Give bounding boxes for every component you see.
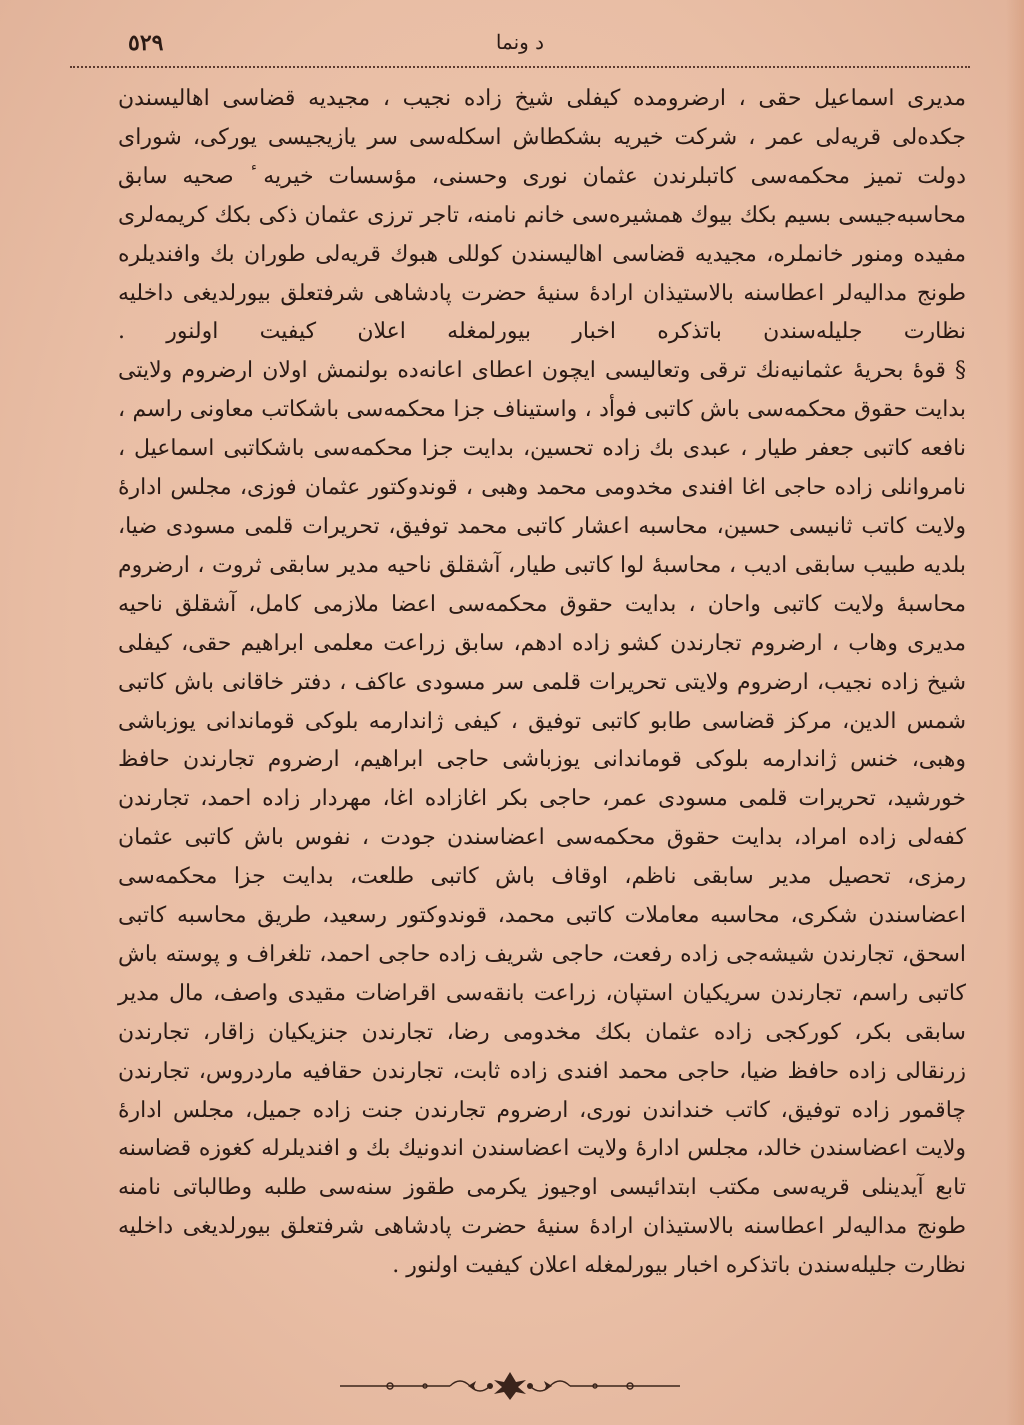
running-head: د ونما [495,30,545,54]
page-number: ٥٢٩ [128,30,164,56]
page-header [70,30,978,66]
page-edge-shadow [1006,0,1024,1425]
paragraph-award-notice-1: مديرى اسماعيل حقى ، ارضرومده كيفلى شيخ زاده نجيب ، مجيديه قضاسى اهاليسندن جكده‌لى قريه‌لى عمر ، شركت خيريه بشكطاش اسكله‌سى سر يازيجيسى يوركى، شوراى دولت تميز محكمه‌سى كاتبلرندن عثمان نورى وحسنى، مؤسسات خيريه ٔ صحيه سابق محاسبه‌جيسى بسيم بكك بيوك همشيره‌سى خانم نامنه، تاجر ترزى عثمان ذكى بكك كريمه‌لرى مفيده ومنور خانملره، مجيديه قضاسى اهاليسندن كوللى هبوك قريه‌لى طوران بك وافنديلره طونج مداليه‌لر اعطاسنه بالاستيذان ارادهٔ سنيهٔ حضرت پادشاهى شرفتعلق بيورلديغى داخليه نظارت جليله‌سندن باتذكره اخبار بيورلمغله اعلان كيفيت اولنور . [118,86,966,345]
floral-ornament-icon [330,1368,690,1402]
header-divider [70,66,970,68]
gazette-body [118,80,966,1286]
paragraph-award-notice-2: § قوهٔ بحريهٔ عثمانيه‌نك ترقى وتعاليسى ايچون اعطاى اعانه‌ده بولنمش اولان ارضروم ولايتى بدايت حقوق محكمه‌سى باش كاتبى فوأد ، واستيناف جزا محكمه‌سى باشكاتب معاونى راسم ، نافعه كاتبى جعفر طيار ، عبدى بك زاده تحسين، بدايت جزا محكمه‌سى باشكاتبى اسماعيل ، نامروانلى زاده حاجى اغا افندى مخدومى محمد وهبى ، قوندوكتور عثمان فوزى، مجلس ادارهٔ ولايت كاتب ثانيسى حسين، محاسبه اعشار كاتبى محمد توفيق، تحريرات قلمى مسودى ضيا، بلديه طبيب سابقى اديب ، محاسبهٔ لوا كاتبى طيار، آشقلق ناحيه مدير سابقى ثروت ، ارضروم محاسبهٔ ولايت كاتبى واحان ، بدايت حقوق محكمه‌سى اعضا ملازمى كامل، آشقلق ناحيه مديرى وهاب ، ارضروم تجارندن كشو زاده ادهم، سابق زراعت معلمى ابراهيم حقى، كيفلى شيخ زاده نجيب، ارضروم ولايتى تحريرات قلمى سر مسودى عاكف ، دفتر خاقانى باش كاتبى شمس الدين، مركز قضاسى طابو كاتبى توفيق ، كيفى ژاندارمه بلوكى قوماندانى يوزباشى وهبى، خنس ژاندارمه بلوكى قوماندانى يوزباشى حاجى ابراهيم، ارضروم تجارندن حافظ خورشيد، تحريرات قلمى مسودى عمر، حاجى بكر اغازاده اغا، مهردار زاده احمد، تجارندن كفه‌لى زاده امراد، بدايت حقوق محكمه‌سى اعضاسندن جودت ، نفوس باش كاتبى عثمان رمزى، تحصيل مدير سابقى ناظم، اوقاف باش كاتبى طلعت، بدايت جزا محكمه‌سى اعضاسندن شكرى، محاسبه معاملات كاتبى محمد، قوندوكتور رسعيد، طريق محاسبه كاتبى اسحق، تجارندن شيشه‌جى زاده رفعت، حاجى شريف زاده حاجى احمد، تلغراف و پوسته باش كاتبى راسم، تجارندن سريكيان استپان، زراعت بانقه‌سى اقراضات مقيدى واصف، مال مدير سابقى بكر، كوركجى زاده عثمان بكك مخدومى رضا، تجارندن جنزيكيان زاقار، تجارندن زرنقالى زاده حافظ ضيا، حاجى محمد افندى زاده ثابت، تجارندن حقافيه ماردروس، تجارندن چاقمور زاده توفيق، كاتب خنداندن نورى، ارضروم تجارندن جنت زاده جميل، مجلس ادارهٔ ولايت اعضاسندن خالد، مجلس ادارهٔ ولايت اعضاسندن اندونيك بك و افنديلرله كغوزه قضاسنه تابع آيدينلى قريه‌سى مكتب ابتدائيسى اوجيوز يكرمى طقوز سنه‌سى طلبه وطالباتى نامنه طونج مداليه‌لر اعطاسنه بالاستيذان ارادهٔ سنيهٔ حضرت پادشاهى شرفتعلق بيورلديغى داخليه نظارت جليله‌سندن باتذكره اخبار بيورلمغله اعلان كيفيت اولنور . [118,358,966,1279]
